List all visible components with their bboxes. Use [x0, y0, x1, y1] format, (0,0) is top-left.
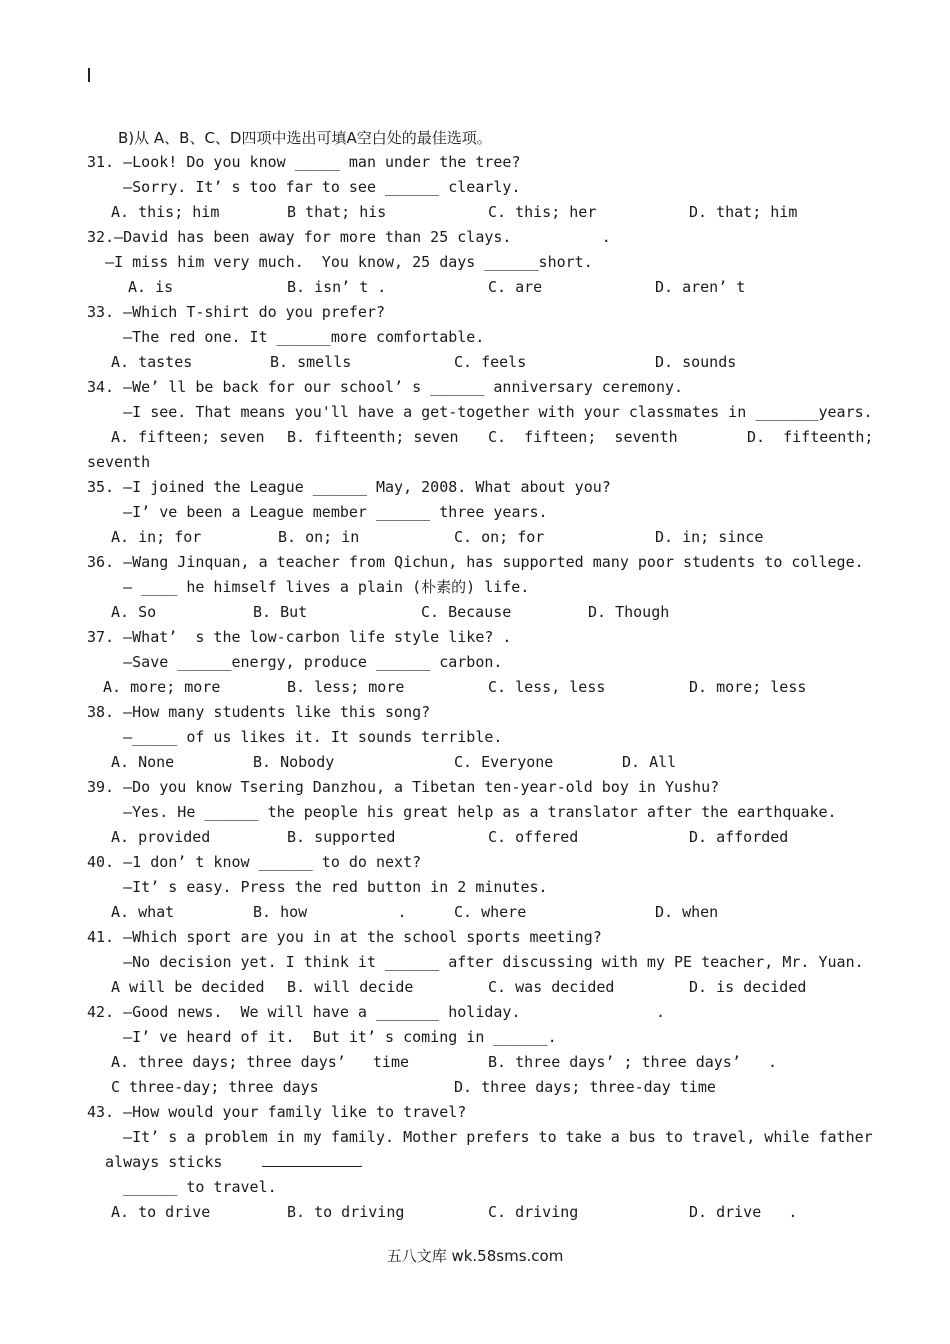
q40-option-d: D. when: [655, 903, 719, 921]
q37-line-2: —Save ______energy, produce ______ carbon.: [87, 653, 503, 671]
q43-line-3: always sticks: [87, 1153, 223, 1171]
q36-line-1: 36. —Wang Jinquan, a teacher from Qichun, has supported many poor students to college.: [87, 553, 864, 571]
q32-option-d: D. aren’ t: [655, 278, 746, 296]
q42-line-2: —I’ ve heard of it. But it’ s coming in ______.: [87, 1028, 557, 1046]
q36-line-2: — ____ he himself lives a plain (朴素的) life.: [87, 578, 530, 596]
q38-option-d: D. All: [622, 753, 677, 771]
q39-line-2: —Yes. He ______ the people his great help as a translator after the earthquake.: [87, 803, 837, 821]
q33-option-a: A. tastes: [111, 353, 193, 371]
q38-option-b: B. Nobody: [253, 753, 335, 771]
q31-option-a: A. this; him: [111, 203, 220, 221]
q33-option-c: C. feels: [454, 353, 527, 371]
q41-option-d: D. is decided: [689, 978, 807, 996]
q40-option-b: B. how .: [253, 903, 407, 921]
q35-option-b: B. on; in: [278, 528, 360, 546]
q33-line-1: 33. —Which T-shirt do you prefer?: [87, 303, 386, 321]
q42-option-b: B. three days’ ; three days’ .: [488, 1053, 777, 1071]
q36-option-d: D. Though: [588, 603, 670, 621]
q32-option-a: A. is: [128, 278, 174, 296]
q35-option-a: A. in; for: [111, 528, 202, 546]
q34-option-a: A. fifteen; seven: [111, 428, 265, 446]
q34-option-d: D. fifteenth;: [747, 428, 874, 446]
q43-line-4: ______ to travel.: [87, 1178, 277, 1196]
q40-line-1: 40. —1 don’ t know ______ to do next?: [87, 853, 422, 871]
q32-line-2: —I miss him very much. You know, 25 days ______short.: [87, 253, 593, 271]
page-footer-watermark: 五八文库 wk.58sms.com: [386, 1247, 564, 1265]
q43-option-c: C. driving: [488, 1203, 579, 1221]
q39-option-d: D. afforded: [689, 828, 789, 846]
q32-option-b: B. isn’ t .: [287, 278, 387, 296]
q33-option-d: D. sounds: [655, 353, 737, 371]
q34-line-2: —I see. That means you'll have a get-together with your classmates in _______years.: [87, 403, 873, 421]
q40-line-2: —It’ s easy. Press the red button in 2 minutes.: [87, 878, 548, 896]
q32-option-c: C. are: [488, 278, 543, 296]
q34-option-c: C. fifteen; seventh: [488, 428, 678, 446]
text-cursor-mark: [88, 68, 90, 82]
q34-option-d-wrap: seventh: [87, 453, 151, 471]
q43-line-2: —It’ s a problem in my family. Mother prefers to take a bus to travel, while father: [87, 1128, 873, 1146]
q31-line-1: 31. —Look! Do you know _____ man under the tree?: [87, 153, 521, 171]
q37-option-a: A. more; more: [103, 678, 221, 696]
q42-option-c: C three-day; three days: [111, 1078, 319, 1096]
q31-line-2: —Sorry. It’ s too far to see ______ clearly.: [87, 178, 521, 196]
q43-option-a: A. to drive: [111, 1203, 211, 1221]
q38-option-a: A. None: [111, 753, 175, 771]
q33-line-2: —The red one. It ______more comfortable.: [87, 328, 485, 346]
q41-line-2: —No decision yet. I think it ______ after discussing with my PE teacher, Mr. Yuan.: [87, 953, 864, 971]
q39-option-a: A. provided: [111, 828, 211, 846]
q31-option-d: D. that; him: [689, 203, 798, 221]
q39-option-b: B. supported: [287, 828, 396, 846]
q42-option-d: D. three days; three-day time: [454, 1078, 716, 1096]
q42-option-a: A. three days; three days’ time: [111, 1053, 410, 1071]
section-instruction: B)从 A、B、C、D四项中选出可填A空白处的最佳选项。: [118, 129, 492, 147]
q31-option-b: B that; his: [287, 203, 387, 221]
q31-option-c: C. this; her: [488, 203, 597, 221]
q36-option-c: C. Because: [421, 603, 512, 621]
q42-line-1: 42. —Good news. We will have a _______ holiday. .: [87, 1003, 665, 1021]
q35-option-c: C. on; for: [454, 528, 545, 546]
q38-option-c: C. Everyone: [454, 753, 554, 771]
q35-option-d: D. in; since: [655, 528, 764, 546]
q36-option-b: B. But: [253, 603, 308, 621]
q37-line-1: 37. —What’ s the low-carbon life style like? .: [87, 628, 512, 646]
q34-option-b: B. fifteenth; seven: [287, 428, 459, 446]
q41-line-1: 41. —Which sport are you in at the school sports meeting?: [87, 928, 602, 946]
q35-line-2: —I’ ve been a League member ______ three years.: [87, 503, 548, 521]
q32-line-1: 32.—David has been away for more than 25 clays. .: [87, 228, 611, 246]
q36-option-a: A. So: [111, 603, 157, 621]
q38-line-2: —_____ of us likes it. It sounds terrible.: [87, 728, 503, 746]
q37-option-c: C. less, less: [488, 678, 606, 696]
q43-answer-blank: [262, 1166, 362, 1167]
q41-option-a: A will be decided: [111, 978, 265, 996]
q43-option-b: B. to driving: [287, 1203, 405, 1221]
q37-option-d: D. more; less: [689, 678, 807, 696]
q39-option-c: C. offered: [488, 828, 579, 846]
q40-option-c: C. where: [454, 903, 527, 921]
q41-option-c: C. was decided: [488, 978, 615, 996]
q43-line-1: 43. —How would your family like to travel?: [87, 1103, 467, 1121]
q39-line-1: 39. —Do you know Tsering Danzhou, a Tibetan ten-year-old boy in Yushu?: [87, 778, 720, 796]
q34-line-1: 34. —We’ ll be back for our school’ s ______ anniversary ceremony.: [87, 378, 684, 396]
q37-option-b: B. less; more: [287, 678, 405, 696]
q33-option-b: B. smells: [270, 353, 352, 371]
q38-line-1: 38. —How many students like this song?: [87, 703, 431, 721]
q35-line-1: 35. —I joined the League ______ May, 2008. What about you?: [87, 478, 611, 496]
q43-option-d: D. drive .: [689, 1203, 798, 1221]
q41-option-b: B. will decide: [287, 978, 414, 996]
q40-option-a: A. what: [111, 903, 175, 921]
